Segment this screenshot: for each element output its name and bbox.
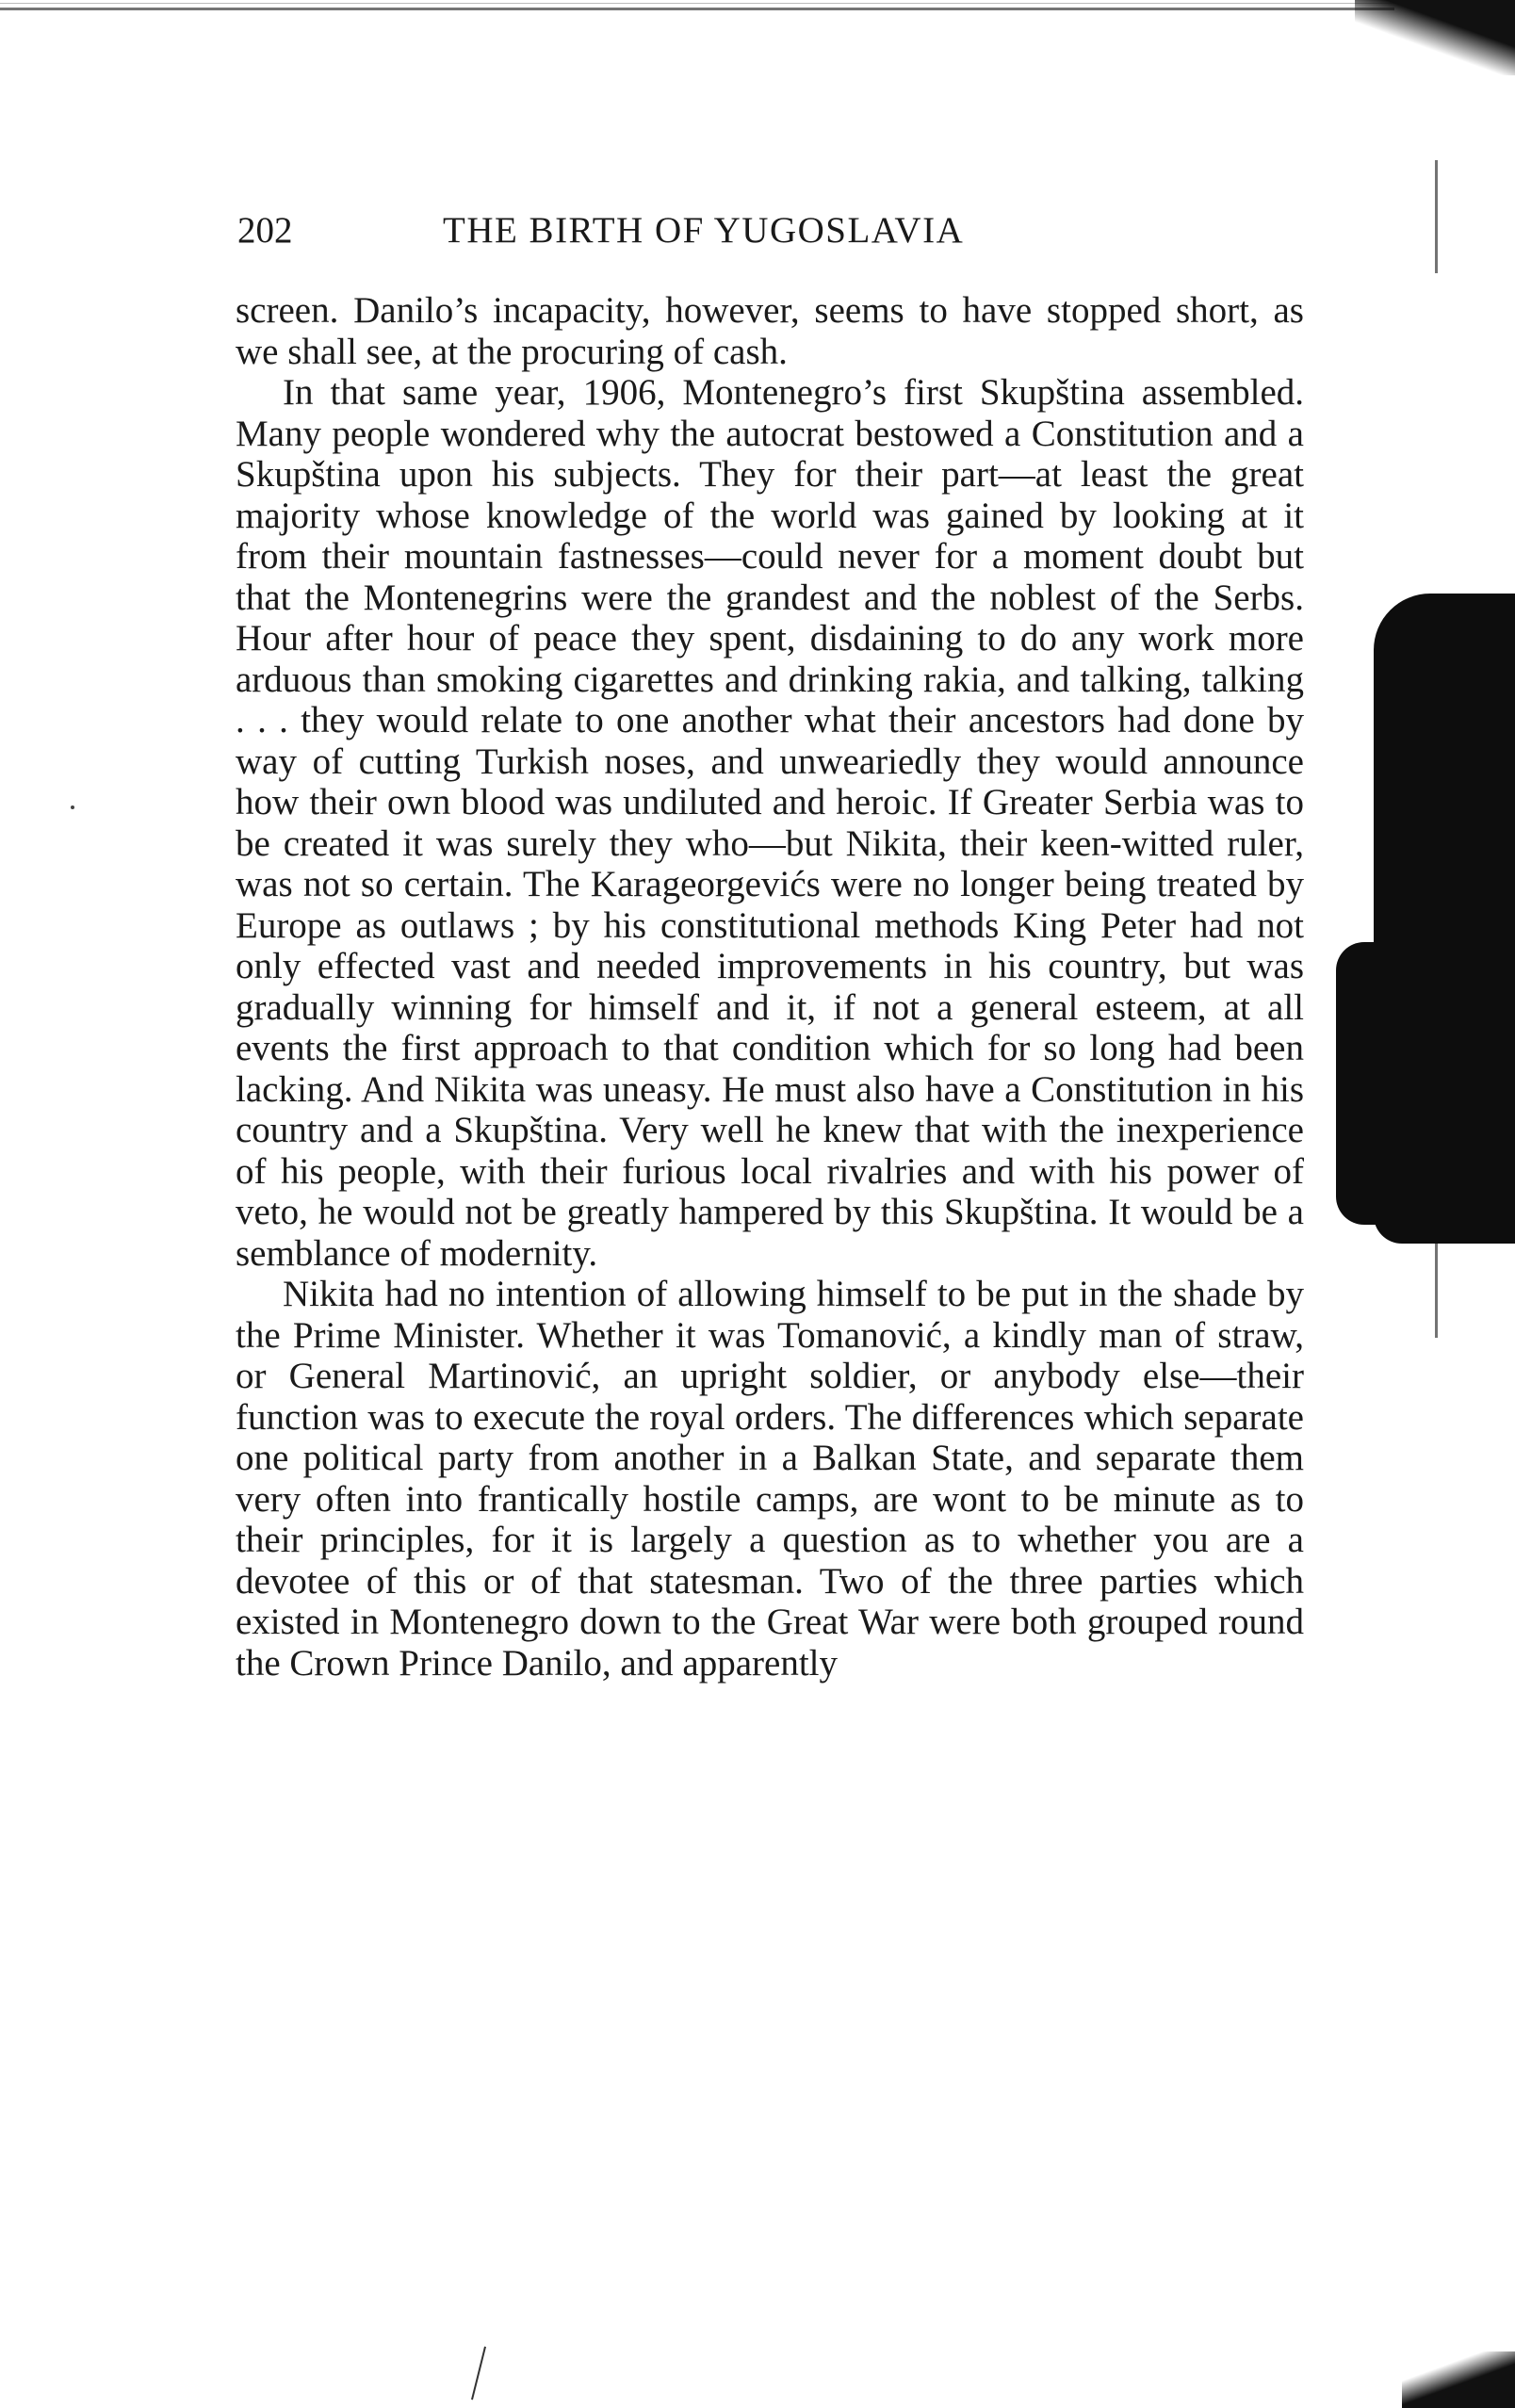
margin-dot bbox=[71, 805, 74, 809]
scan-edge-mark bbox=[1435, 1234, 1438, 1338]
paragraph: screen. Danilo’s incapacity, however, seems to have stopped short, as we shall see, at the procuring of cash. bbox=[236, 290, 1304, 372]
scan-margin-smear bbox=[1374, 594, 1515, 1244]
scan-corner-shadow bbox=[1355, 0, 1515, 75]
running-head bbox=[237, 207, 1311, 254]
scan-edge-mark bbox=[1435, 160, 1438, 273]
page-number: 202 bbox=[237, 210, 293, 251]
stray-pen-mark bbox=[471, 2347, 486, 2400]
body-text bbox=[236, 290, 1304, 1684]
scan-edge-line bbox=[0, 3, 1507, 4]
paragraph: Nikita had no intention of allowing himself to be put in the shade by the Prime Minister. Whether it was Tomanović, a kindly man of straw, or General Martinović, an upright soldier, or anybody else—their function was to execute the royal orders. The differences which separate one political party from another in a Balkan State, and separate them very often into frantically hostile camps, are wont to be minute as to their principles, for it is largely a question as to whether you are a devotee of this or of that statesman. Two of the three parties which existed in Montenegro down to the Great War were both grouped round the Crown Prince Danilo, and apparently bbox=[236, 1274, 1304, 1684]
scan-edge-line bbox=[0, 8, 1394, 10]
paragraph: In that same year, 1906, Montenegro’s first Skupština assembled. Many people wondered why the autocrat bestowed a Constitution and a Skupština upon his subjects. They for their part—at least the great majority whose knowledge of the world was gained by looking at it from their mountain fastnesses—could never for a moment doubt but that the Montenegrins were the grandest and the noblest of the Serbs. Hour after hour of peace they spent, disdaining to do any work more arduous than smoking cigarettes and drinking rakia, and talking, talking . . . they would relate to one another what their ancestors had done by way of cutting Turkish noses, and unweariedly they would announce how their own blood was undiluted and heroic. If Greater Serbia was to be created it was surely they who—but Nikita, their keen-witted ruler, was not so certain. The Karageorgevićs were no longer being treated by Europe as outlaws ; by his constitutional methods King Peter had not only effected vast and needed improvements in his country, but was gradually winning for himself and it, if not a general esteem, at all events the first approach to that condition which for so long had been lacking. And Nikita was uneasy. He must also have a Constitution in his country and a Skupština. Very well he knew that with the inexperience of his people, with their furious local rivalries and with his power of veto, he would not be greatly hampered by this Skupština. It would be a semblance of modernity. bbox=[236, 372, 1304, 1274]
running-title: THE BIRTH OF YUGOSLAVIA bbox=[443, 210, 965, 251]
scan-corner-shadow bbox=[1402, 2351, 1515, 2408]
